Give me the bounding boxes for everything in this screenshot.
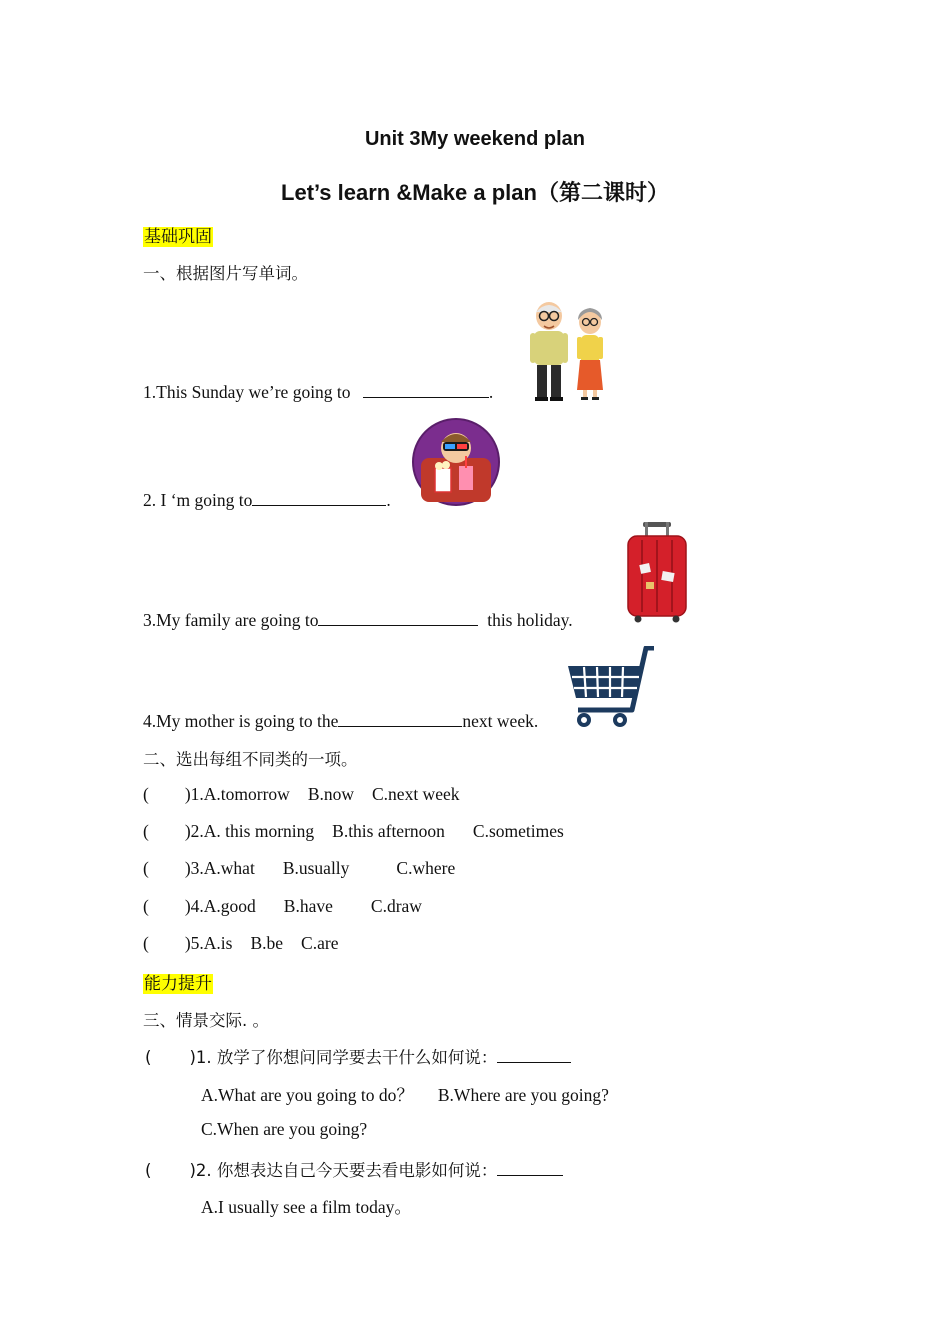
item-suffix: . [386, 490, 391, 510]
answer-blank[interactable] [252, 491, 386, 506]
fill-item-2 [143, 490, 391, 511]
highlight-label: 能力提升 [144, 974, 212, 994]
grandparents-picture [524, 300, 610, 402]
item-text: 1.This Sunday we’re going to [143, 382, 355, 402]
option-b: B.now [307, 784, 354, 804]
answer-blank[interactable] [497, 1048, 571, 1063]
option-c: C.draw [370, 896, 422, 916]
question-number: 4. [190, 896, 204, 916]
answer-paren-close: ) [184, 784, 191, 804]
question-number: 3. [190, 858, 204, 878]
answer-paren-open[interactable]: ( [145, 1048, 152, 1067]
part2-heading: 二、选出每组不同类的一项。 [143, 750, 358, 769]
question-number: 1. [190, 784, 204, 804]
dialogue-option-c: C.When are you going? [201, 1119, 368, 1139]
question-number: 5. [190, 933, 204, 953]
option-a: A.good [203, 896, 256, 916]
fill-item-3 [143, 610, 573, 631]
lesson-title: Let’s learn &Make a plan（第二课时） [281, 180, 669, 205]
item-suffix: this holiday. [478, 610, 573, 630]
option-c: C.next week [372, 784, 460, 804]
part3-heading: 三、情景交际. 。 [143, 1011, 269, 1030]
item-text: 4.My mother is going to the [143, 711, 339, 731]
suitcase-picture [625, 520, 689, 624]
dialogue-question-1 [145, 1044, 571, 1068]
option-b: B.usually [282, 858, 350, 878]
option-a: A.tomorrow [203, 784, 290, 804]
question-prompt: 1. 放学了你想问同学要去干什么如何说： [195, 1048, 498, 1067]
choice-question-5 [143, 933, 338, 954]
item-suffix: . [488, 382, 494, 402]
option-b: B.Where are you going? [437, 1085, 609, 1105]
answer-paren-open[interactable]: ( [143, 896, 149, 916]
option-b: B.this afternoon [332, 821, 445, 841]
answer-blank[interactable] [363, 383, 489, 398]
option-a: A.is [203, 933, 233, 953]
answer-paren-open[interactable]: ( [143, 858, 149, 878]
answer-paren-open[interactable]: ( [143, 784, 149, 804]
item-text: 2. I ‘m going to [143, 490, 253, 510]
section-label-advanced [143, 969, 213, 994]
question-prompt: 2. 你想表达自己今天要去看电影如何说： [195, 1161, 498, 1180]
option-c: C.where [396, 858, 456, 878]
answer-paren-close: ) [184, 821, 191, 841]
answer-paren-open[interactable]: ( [145, 1161, 152, 1180]
answer-paren-close: ) [189, 1048, 196, 1067]
shopping-cart-picture [566, 646, 656, 728]
cinema-picture [411, 418, 501, 506]
answer-blank[interactable] [338, 712, 462, 727]
answer-paren-open[interactable]: ( [143, 821, 149, 841]
option-a: A.What are you going to do？ [201, 1085, 414, 1105]
answer-blank[interactable] [497, 1161, 563, 1176]
fill-item-4 [143, 711, 538, 732]
answer-blank[interactable] [318, 611, 478, 626]
item-text: 3.My family are going to [143, 610, 319, 630]
section-label-basic [143, 222, 213, 247]
highlight-label: 基础巩固 [144, 227, 212, 247]
answer-paren-close: ) [184, 896, 191, 916]
choice-question-1 [143, 784, 459, 805]
answer-paren-close: ) [184, 858, 191, 878]
option-c: C.sometimes [472, 821, 564, 841]
option-b: B.have [283, 896, 333, 916]
dialogue-options-1 [201, 1082, 609, 1107]
answer-paren-close: ) [184, 933, 191, 953]
option-c: C.are [301, 933, 339, 953]
option-a: A. this morning [203, 821, 315, 841]
part1-heading: 一、根据图片写单词。 [143, 264, 308, 283]
item-suffix: next week. [462, 711, 539, 731]
unit-title: Unit 3My weekend plan [364, 128, 586, 150]
dialogue-option-a-2: A.I usually see a film today。 [201, 1197, 412, 1217]
dialogue-question-2 [145, 1157, 563, 1181]
fill-item-1 [143, 382, 493, 403]
choice-question-2 [143, 821, 564, 842]
option-a: A.what [203, 858, 255, 878]
choice-question-3 [143, 858, 455, 879]
question-number: 2. [190, 821, 204, 841]
answer-paren-close: ) [189, 1161, 196, 1180]
choice-question-4 [143, 896, 422, 917]
answer-paren-open[interactable]: ( [143, 933, 149, 953]
option-b: B.be [250, 933, 284, 953]
